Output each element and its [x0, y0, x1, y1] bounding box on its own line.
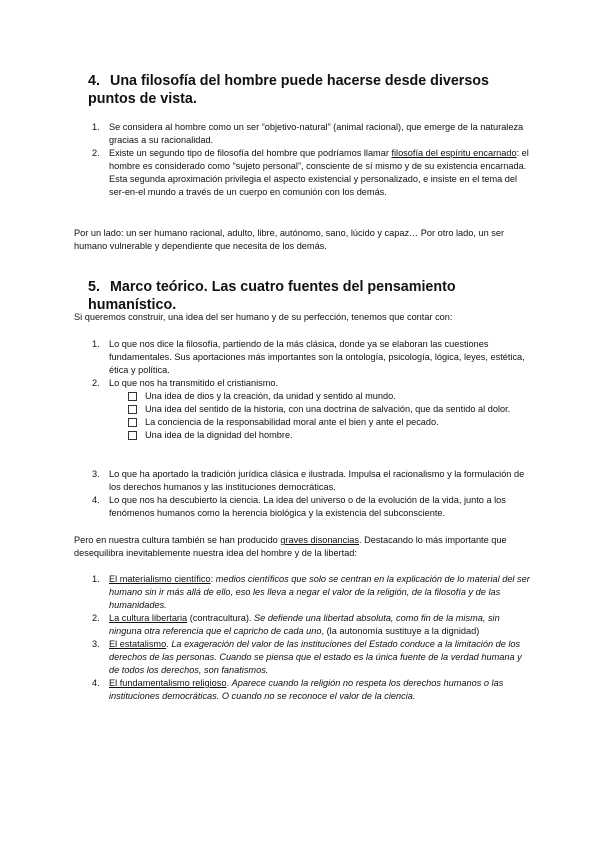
dissonance-list — [74, 573, 530, 703]
checklist-text: Una idea de dios y la creación, da unidad y sentido al mundo. — [145, 391, 396, 401]
section-4-heading — [88, 72, 538, 108]
list-item — [74, 638, 530, 677]
checkbox[interactable] — [128, 392, 137, 401]
list-item — [74, 612, 530, 638]
checkbox[interactable] — [128, 431, 137, 440]
list-text: : — [210, 574, 216, 584]
section-5-number: 5. — [88, 279, 100, 295]
list-number: 3. — [92, 639, 100, 649]
underlined-term: El materialismo científico — [109, 574, 211, 584]
list-number: 4. — [92, 678, 100, 688]
list-number: 2. — [92, 378, 100, 388]
list-item — [74, 338, 530, 377]
italic-text: La exageración del valor de las instituciones del Estado conduce a la limitación de los derechos de las personas. Cuando se piensa que el estado es la única fuente de la verdad humana y de todos los derechos, son fanatismos. — [109, 639, 522, 675]
checklist-item — [74, 390, 530, 403]
list-text: . — [226, 678, 232, 688]
list-item — [74, 494, 530, 520]
underlined-term: El fundamentalismo religioso — [109, 678, 227, 688]
list-text: . — [166, 639, 172, 649]
list-text: : el hombre es considerado como “sujeto personal”, consciente de sí mismo y de su existencia encarnada. Esta segunda aproximación privilegia el aspecto existencial y personalizado, e insiste en el tema del ser-en-el mundo a través de un cuerpo en comunión con los demás. — [109, 148, 529, 197]
list-text: Existe un segundo tipo de filosofía del hombre que podríamos llamar — [109, 148, 392, 158]
checkbox[interactable] — [128, 418, 137, 427]
list-text: (contracultura). — [187, 613, 255, 623]
list-item — [74, 468, 530, 494]
paragraph-text: . Destacando lo más importante que desequilibra inevitablemente nuestra idea del hombre y de la libertad: — [74, 535, 507, 558]
list-number: 1. — [92, 339, 100, 349]
italic-text: Aparece cuando la religión no respeta los derechos humanos o las instituciones democráticas. O cuando no se reconoce el valor de la ciencia. — [109, 678, 504, 701]
list-number: 1. — [92, 574, 100, 584]
list-number: 4. — [92, 495, 100, 505]
list-item — [74, 573, 530, 612]
section-5-intro: Si queremos construir, una idea del ser humano y de su perfección, tenemos que contar con: — [74, 312, 453, 322]
underlined-term: filosofía del espíritu encarnado — [391, 148, 517, 158]
list-text: Lo que ha aportado la tradición jurídica clásica e ilustrada. Impulsa el racionalismo y la formulación de los derechos humanos y las instituciones democráticas. — [109, 469, 525, 492]
list-text: Lo que nos dice la filosofía, partiendo de la más clásica, donde ya se elaboran las cuestiones fundamentales. Sus aportaciones más importantes son la ontología, psicología, lógica, leyes, estética, ética y política. — [109, 339, 525, 375]
list-number: 2. — [92, 613, 100, 623]
checklist-item — [74, 416, 530, 429]
list-item — [74, 121, 530, 147]
section-5-sources-list — [74, 338, 530, 390]
section-5-title: Marco teórico. Las cuatro fuentes del pensamiento humanístico. — [88, 279, 456, 313]
paragraph-text: Pero en nuestra cultura también se han producido — [74, 535, 281, 545]
section-4-list — [74, 121, 530, 199]
checklist-item — [74, 429, 530, 442]
section-4-title: Una filosofía del hombre puede hacerse desde diversos puntos de vista. — [88, 73, 489, 107]
checklist-text: La conciencia de la responsabilidad moral ante el bien y ante el pecado. — [145, 417, 439, 427]
underlined-term: El estatalismo — [109, 639, 167, 649]
checkbox[interactable] — [128, 405, 137, 414]
section-5-sources-list-cont — [74, 468, 530, 520]
list-item — [74, 377, 530, 390]
list-text: , (la autonomía sustituye a la dignidad) — [321, 626, 480, 636]
list-text: Lo que nos ha descubierto la ciencia. La idea del universo o de la evolución de la vida, junto a los fenómenos humanos como la herencia biológica y la existencia del subconsciente. — [109, 495, 506, 518]
underlined-term: La cultura libertaria — [109, 613, 188, 623]
section-4-paragraph: Por un lado: un ser humano racional, adulto, libre, autónomo, sano, lúcido y capaz… Por otro lado, un ser humano vulnerable y dependiente que necesita de los demás. — [74, 228, 505, 251]
list-number: 1. — [92, 122, 100, 132]
list-item — [74, 677, 530, 703]
section-4-number: 4. — [88, 73, 100, 89]
section-5-heading — [88, 278, 538, 314]
list-number: 2. — [92, 148, 100, 158]
christianism-checklist — [74, 390, 530, 442]
list-text: Se considera al hombre como un ser “objetivo-natural” (animal racional), que emerge de la naturaleza gracias a su racionalidad. — [109, 122, 524, 145]
italic-text: Se defiende una libertad absoluta, como fin de la misma, sin ninguna otra referencia que el capricho de cada uno — [109, 613, 500, 636]
list-text: Lo que nos ha transmitido el cristianismo. — [109, 378, 279, 388]
underlined-term: graves disonancias — [280, 535, 359, 545]
checklist-item — [74, 403, 530, 416]
checklist-text: Una idea de la dignidad del hombre. — [145, 430, 293, 440]
list-item — [74, 147, 530, 199]
italic-text: medios científicos que solo se centran en la explicación de lo material del ser humano sin ir más allá de ello, eso les lleva a negar el valor de la religión, de la filosofía y de las humanidades. — [109, 574, 530, 610]
checklist-text: Una idea del sentido de la historia, con una doctrina de salvación, que da sentido al dolor. — [145, 404, 511, 414]
list-number: 3. — [92, 469, 100, 479]
dissonance-paragraph — [74, 534, 534, 560]
